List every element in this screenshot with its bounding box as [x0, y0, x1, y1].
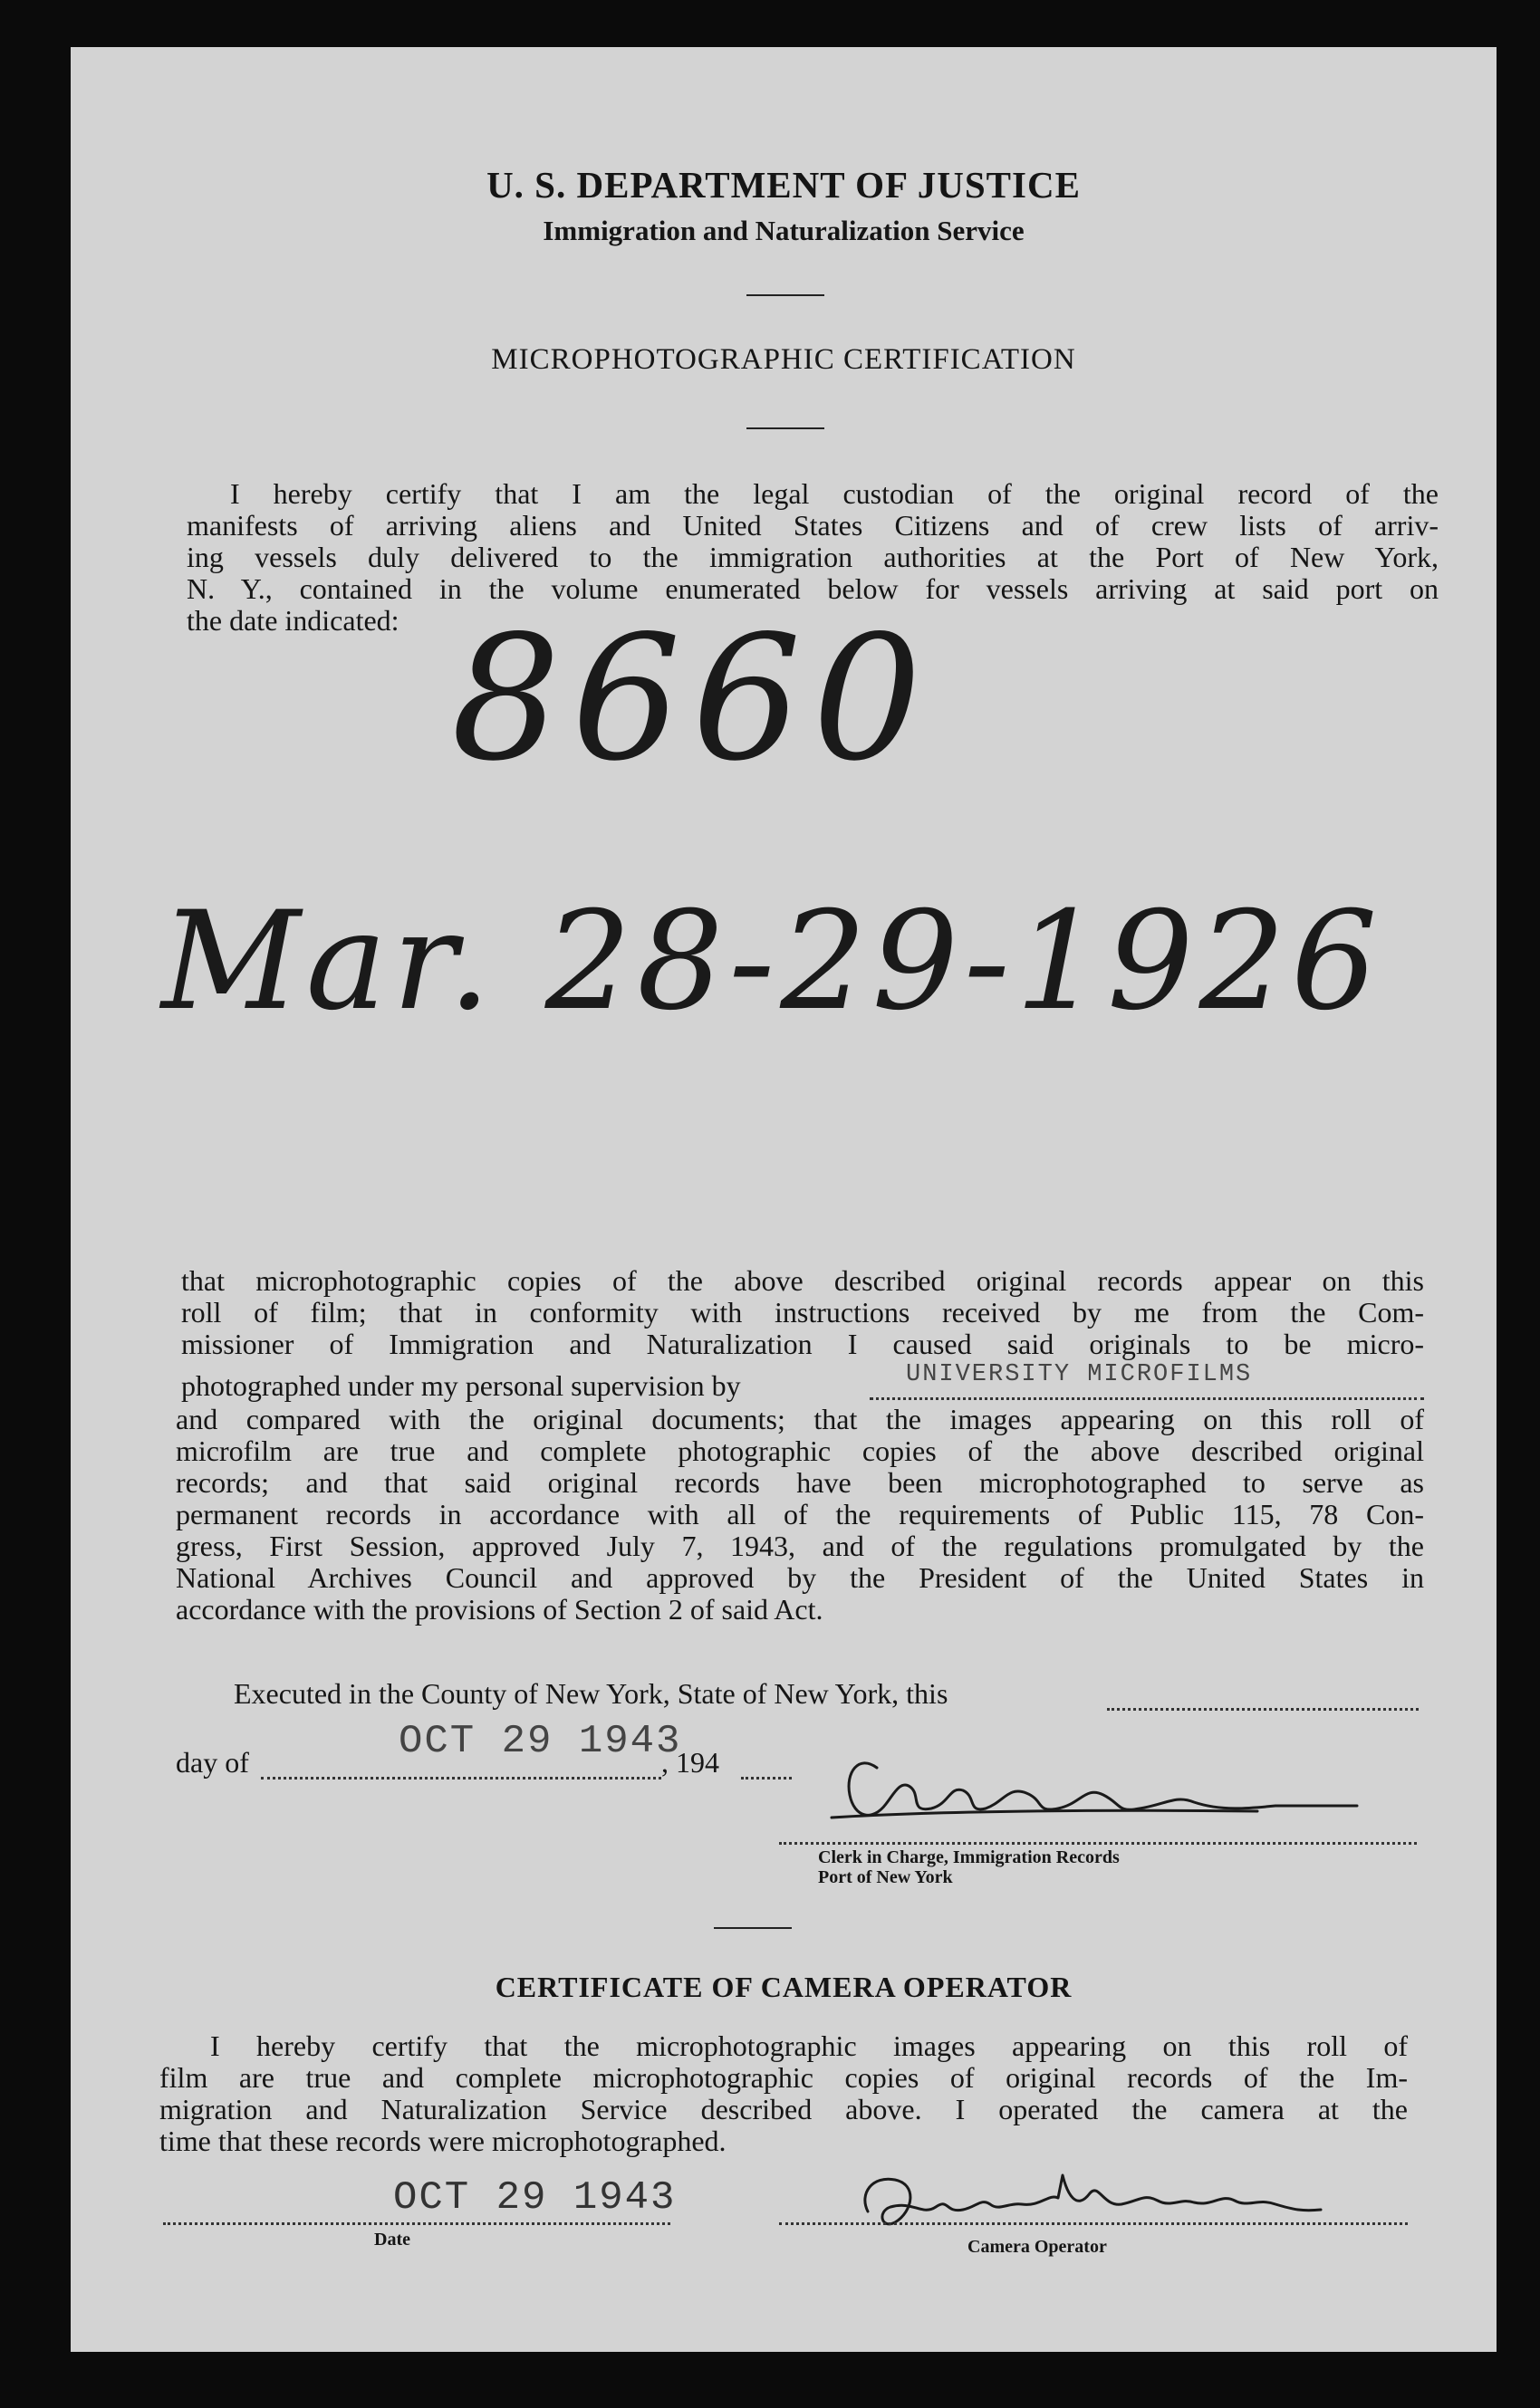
- year-fill-line: [741, 1771, 792, 1780]
- text-line: missioner of Immigration and Naturalization I caused said originals to be micro-: [181, 1328, 1424, 1360]
- text-line: time that these records were microphotographed.: [159, 2125, 727, 2157]
- text-line: N. Y., contained in the volume enumerated below for vessels arriving at said port on: [187, 572, 1439, 605]
- text-line: manifests of arriving aliens and United States Citizens and of crew lists of arriv-: [187, 509, 1439, 542]
- camera-operator-label: Camera Operator: [967, 2237, 1107, 2257]
- executed-day-fill-line: [1107, 1703, 1419, 1711]
- camera-operator-line: [779, 2217, 1408, 2225]
- text-line: film are true and complete microphotographic copies of original records of the Im-: [159, 2061, 1408, 2094]
- photographer-fill-line: [870, 1390, 1424, 1400]
- text-line: ing vessels duly delivered to the immigration authorities at the Port of New York,: [187, 541, 1439, 573]
- divider: [746, 427, 824, 429]
- photographed-prefix: photographed under my personal supervision by: [181, 1369, 741, 1402]
- text-line: and compared with the original documents; that the images appearing on this roll of: [176, 1403, 1424, 1435]
- handwritten-date: Mar. 28-29-1926: [161, 883, 1383, 1041]
- text-line: accordance with the provisions of Section 2 of said Act.: [176, 1593, 823, 1626]
- date-label: Date: [374, 2230, 410, 2250]
- text-line: permanent records in accordance with all of the requirements of Public 115, 78 Con-: [176, 1498, 1424, 1530]
- camera-date-stamp: OCT 29 1943: [393, 2175, 677, 2221]
- clerk-title: [818, 1847, 1120, 1887]
- service-heading: Immigration and Naturalization Service: [543, 215, 1025, 246]
- certification-body-part2: [176, 1404, 1424, 1626]
- text-line: roll of film; that in conformity with instructions received by me from the Com-: [181, 1296, 1424, 1329]
- clerk-signature-line: [779, 1837, 1417, 1845]
- day-of-label: day of: [176, 1746, 249, 1779]
- divider: [746, 294, 824, 296]
- certificate-page: [71, 47, 1497, 2352]
- camera-certificate-paragraph: [159, 2030, 1408, 2157]
- text-line: that microphotographic copies of the above described original records appear on this: [181, 1264, 1424, 1297]
- text-line: records; and that said original records have been microphotographed to serve as: [176, 1466, 1424, 1499]
- camera-operator-signature: [832, 2157, 1411, 2239]
- certification-body-part1: [181, 1265, 1424, 1360]
- day-of-fill-line: [261, 1771, 661, 1780]
- text-line: I hereby certify that I am the legal custodian of the original record of the: [230, 477, 1439, 510]
- text-line: gress, First Session, approved July 7, 1943, and of the regulations promulgated by the: [176, 1530, 1424, 1562]
- year-prefix: , 194: [661, 1746, 719, 1779]
- handwritten-volume-number: 8660: [451, 599, 933, 799]
- form-title: MICROPHOTOGRAPHIC CERTIFICATION: [491, 343, 1076, 376]
- text-line: National Archives Council and approved by the President of the United States in: [176, 1561, 1424, 1594]
- text-line: microfilm are true and complete photographic copies of the above described original: [176, 1434, 1424, 1467]
- executed-date-stamp: OCT 29 1943: [399, 1719, 682, 1764]
- text-line: I hereby certify that the microphotographic images appearing on this roll of: [210, 2029, 1408, 2062]
- text-line: the date indicated:: [187, 604, 399, 637]
- text-line: migration and Naturalization Service described above. I operated the camera at the: [159, 2093, 1408, 2125]
- clerk-title-line2: Port of New York: [818, 1867, 953, 1887]
- executed-text: Executed in the County of New York, State of New York, this: [234, 1677, 948, 1710]
- clerk-signature: [823, 1722, 1411, 1840]
- photographed-by-stamp: UNIVERSITY MICROFILMS: [906, 1361, 1253, 1388]
- divider: [714, 1927, 792, 1929]
- camera-certificate-title: CERTIFICATE OF CAMERA OPERATOR: [495, 1971, 1073, 2003]
- photographed-by-line: [181, 1361, 1424, 1403]
- department-heading: U. S. DEPARTMENT OF JUSTICE: [486, 164, 1081, 206]
- clerk-title-line1: Clerk in Charge, Immigration Records: [818, 1847, 1120, 1867]
